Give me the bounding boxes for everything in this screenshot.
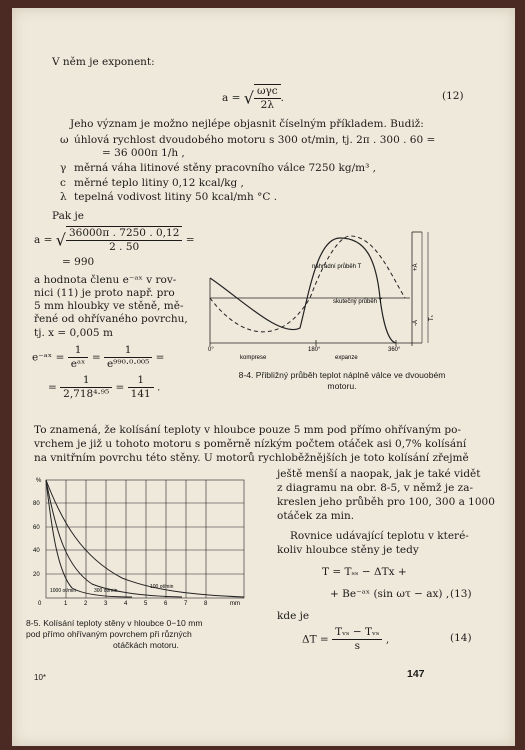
exp-n2: 1 (104, 344, 152, 358)
fig85-xtick-1: 1 (64, 601, 68, 607)
fig85-caption (26, 618, 266, 651)
exp-n1: 1 (68, 344, 89, 358)
exp-calc-line2: = $\frac{1}{\text{2,718⁴·⁹⁵}}$ = $\frac{1}{141}$ . (48, 374, 161, 400)
fig85-xtick-6: 6 (164, 601, 168, 607)
fig85-xtick-4: 4 (124, 601, 128, 607)
exp-n3: 1 (60, 374, 112, 388)
fig85-xtick-0: 0 (38, 601, 42, 607)
fig84-caption (202, 370, 482, 392)
fig85-label-100: 100 ot/min (150, 584, 174, 590)
fig85-frame (46, 480, 244, 598)
exp-eq1: = (91, 351, 101, 364)
left-line-3: 5 mm hloubky ve stěně, mě- (34, 300, 184, 312)
equation-12: a = √ $\frac{\text{ωγc}}{2\lambda}$ . (222, 85, 285, 111)
exp-d3: 2,718⁴·⁹⁵ (63, 388, 110, 400)
exp-n4: 1 (128, 374, 154, 388)
eq12-lhs: a = (222, 92, 241, 104)
left-line-4: řené od ohřívaného povrchu, (34, 313, 188, 325)
fig84-komprese: komprese (240, 355, 267, 361)
right-line-4: otáček za min. (277, 510, 355, 522)
fig84-ts: Tₛ (429, 315, 435, 321)
fig85-ytick-60: 60 (33, 525, 40, 531)
def-lambda: tepelná vodivost litiny 50 kcal/mh °C . (74, 191, 278, 203)
signature-mark: 10* (34, 673, 47, 682)
fig85-curve-100 (46, 480, 244, 597)
eq13-number: (13) (450, 588, 472, 600)
def-omega-sym: ω (60, 134, 69, 146)
fig85-ytick-40: 40 (33, 548, 40, 554)
exp-d4: 141 (130, 388, 151, 400)
def-gamma-sym: γ (60, 162, 67, 174)
left-line-2: nici (11) je proto např. pro (34, 287, 175, 299)
calc-denominator: 2 . 50 (109, 241, 140, 253)
right-line-2: z diagramu na obr. 8-5, v němž je za- (277, 482, 474, 494)
fig84-minusA: -A (413, 320, 419, 326)
right-line-3: kreslen jeho průběh pro 100, 300 a 1000 (277, 496, 495, 508)
eq12-denominator: 2λ (260, 99, 274, 111)
exp-d1: eᵃˣ (70, 358, 86, 370)
exp-lhs: e⁻ᵃˣ = (32, 351, 65, 364)
eq13-line2: + Be⁻ᵃˣ (sin ωτ − ax) , (330, 588, 450, 600)
fig85-xtick-7: 7 (184, 601, 188, 607)
fig84-label-actual: skutečný průběh T (333, 299, 383, 305)
pak-je: Pak je (52, 210, 85, 222)
fig85-y-unit: % (36, 478, 42, 484)
exp-tail: . (157, 381, 161, 394)
fig85-xtick-2: 2 (84, 601, 88, 607)
calc-numerator: 36000π . 7250 . 0,12 (66, 227, 182, 241)
fig85-xtick-8: 8 (204, 601, 208, 607)
main-line-1: To znamená, že kolísání teploty v hloubce pouze 5 mm pod přímo ohřívaným po- (34, 424, 462, 436)
meaning-text: Jeho význam je možno nejlépe objasnit číselným příkladem. Budiž: (70, 118, 424, 130)
fig85-caption-1: 8-5. Kolísání teploty stěny v hloubce 0−10 mm (26, 618, 203, 628)
eq14-numerator: Tᵥₛ − Tᵥₛ (332, 626, 382, 640)
equation-14 (302, 626, 389, 653)
eq14-lhs: ΔT = (302, 633, 329, 646)
eq12-tail: . (280, 92, 285, 104)
fig84-x0: 0° (208, 347, 214, 353)
calc-result: = 990 (62, 256, 95, 268)
main-line-3: na vnitřním povrchu této stěny. U motorů rychloběžnějších je toto kolísání zřejmě (34, 452, 469, 464)
eq13-line1: T = Tₛₛ − ΔTx + (322, 566, 407, 578)
right-line-1: ještě menší a naopak, jak je také vidět (277, 468, 481, 480)
fig84-label-replacement: náhradní průběh T (312, 264, 362, 270)
fig85-ytick-80: 80 (33, 501, 40, 507)
def-c-sym: c (60, 177, 66, 189)
page-number: 147 (407, 668, 425, 680)
fig85-label-300: 300 ot/min (94, 588, 118, 594)
def-c: měrné teplo litiny 0,12 kcal/kg , (74, 177, 244, 189)
fig84-caption-1: 8-4. Přibližný průběh teplot náplně válce ve dvouobém (238, 370, 446, 380)
def-gamma: měrná váha litinové stěny pracovního válce 7250 kg/m³ , (74, 162, 376, 174)
fig85-caption-3: otáčkách motoru. (113, 640, 179, 650)
exp-eq2: = (155, 351, 165, 364)
kde-je: kde je (277, 610, 310, 622)
fig85-caption-2: pod přímo ohřívaným povrchem při různých (26, 629, 192, 639)
main-line-2: vrchem je již u tohoto motoru s poměrně nízkým počtem otáček asi 0,7% kolísání (34, 438, 467, 450)
def-omega-cont: = 36 000π 1/h , (102, 147, 185, 159)
intro-text: V něm je exponent: (52, 56, 155, 68)
book-page (12, 8, 515, 746)
fig84-actual-curve (210, 238, 396, 343)
fig85-xtick-5: 5 (144, 601, 148, 607)
rovnice-line-2: koliv hloubce stěny je tedy (277, 544, 419, 556)
def-omega: úhlová rychlost dvoudobého motoru s 300 ot/min, tj. 2π . 300 . 60 = (74, 134, 436, 146)
left-line-5: tj. x = 0,005 m (34, 327, 113, 339)
fig85-xtick-mm: mm (230, 601, 240, 607)
fig84-x180: 180° (308, 347, 321, 353)
eq12-number: (12) (442, 90, 464, 102)
fig85-xtick-3: 3 (104, 601, 108, 607)
def-lambda-sym: λ (60, 191, 67, 203)
fig84-x360: 360° (388, 347, 401, 353)
fig84-expanze: expanze (335, 355, 358, 361)
fig84-plusA: +A (413, 263, 419, 271)
fig84-replacement-curve (210, 236, 405, 332)
figure-8-4 (200, 218, 440, 364)
figure-8-5 (32, 472, 252, 612)
eq12-numerator: ωγc (254, 85, 281, 99)
exp-d2: e⁹⁹⁰·⁰·⁰⁰⁵ (106, 358, 150, 370)
exp-calc-line1 (32, 344, 164, 371)
calc-eq: = (185, 234, 195, 246)
eq14-number: (14) (450, 632, 472, 644)
fig85-curve-1000 (46, 480, 132, 597)
calc-lhs: a = (34, 234, 53, 246)
rovnice-line-1: Rovnice udávající teplotu v které- (290, 530, 469, 542)
calc-a: a = √ $\frac{36000\pi . 7250 . 0,12}{2 . 50}$ = (34, 227, 195, 253)
eq14-tail: , (385, 633, 390, 646)
fig84-caption-2: motoru. (327, 381, 357, 391)
left-line-1: a hodnota členu e⁻ᵃˣ v rov- (34, 274, 177, 286)
eq14-denominator: s (354, 640, 360, 652)
fig85-ytick-20: 20 (33, 572, 40, 578)
fig85-label-1000: 1000 ot/min (50, 588, 77, 594)
